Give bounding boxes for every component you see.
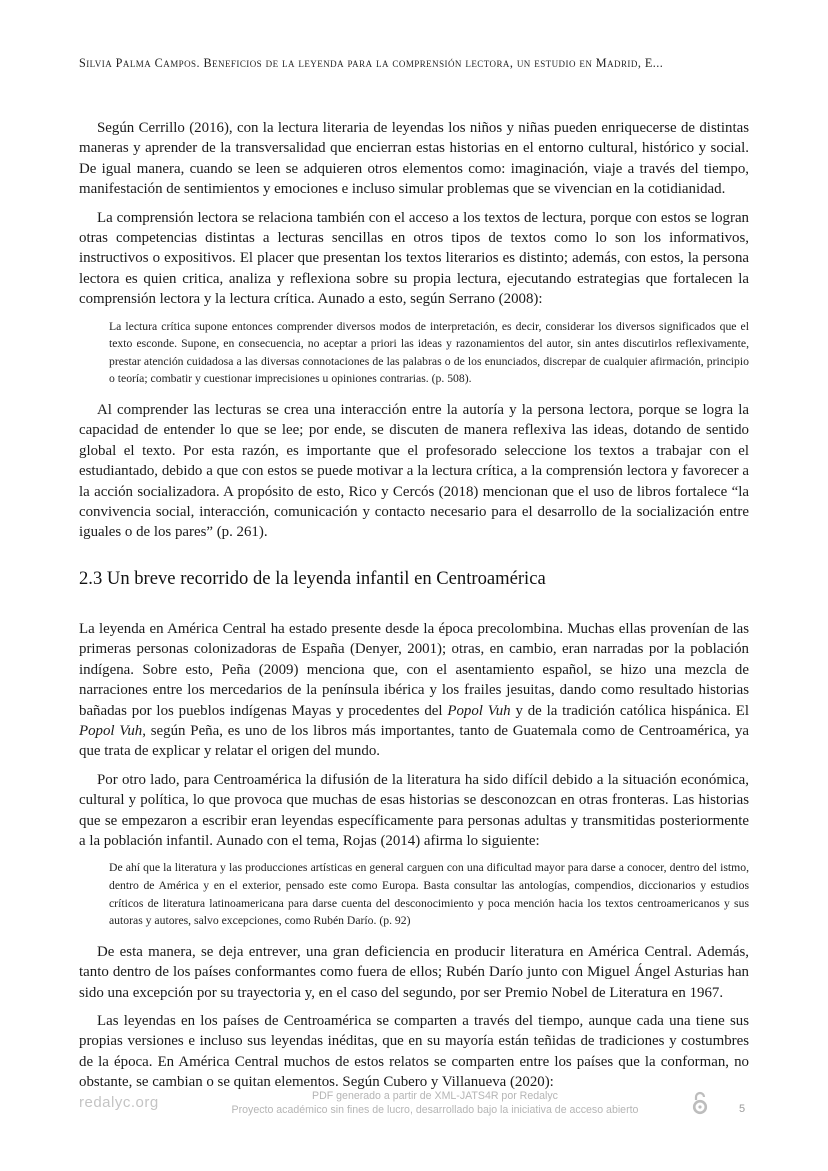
paragraph-7: Las leyendas en los países de Centroamérica se comparten a través del tiempo, aunque cada una tiene sus propias versiones e incluso sus leyendas inéditas, que en su mayoría están teñidas de tradiciones y costumbres de la época. En América Central muchos de estos relatos se comparten entre los países que la conforman, no obstante, se cambian o se quitan elementos. Según Cubero y Villanueva (2020):: [79, 1012, 749, 1091]
redalyc-logo[interactable]: redalyc.org: [79, 1094, 159, 1111]
section-heading: 2.3 Un breve recorrido de la leyenda infantil en Centroamérica: [79, 567, 546, 589]
book-title-popol-vuh-2: Popol Vuh: [79, 722, 143, 739]
block-quote-rojas: De ahí que la literatura y las producciones artísticas en general carguen con una dificultad mayor para darse a conocer, dentro del istmo, dentro de América y en el exterior, pensado este como Europa. Basta consultar las antologías, compendios, diccionarios y estudios críticos de literatura latinoamericana para darse cuenta del desconocimiento y poca mención hacia los textos centroamericanos y sus autoras y autores, salvo excepciones, como Rubén Darío. (p. 92): [109, 861, 749, 928]
paragraph-4-text-a: La leyenda en América Central ha estado presente desde la época precolombina. Muchas ellas provenían de las primeras personas colonizadoras de España (Denyer, 2001); otras, en cambio, eran narradas por la población indígena. Sobre esto, Peña (2009) menciona que, con el asentamiento español, se hizo una mezcla de narraciones entre los mercedarios de la península ibérica y los frailes jesuitas, dando como resultado historias bañadas por los pueblos indígenas Mayas y procedentes del: [79, 620, 749, 719]
paragraph-4-text-b: y de la tradición católica hispánica. El: [510, 702, 749, 719]
open-access-icon: [692, 1090, 708, 1116]
block-quote-serrano: La lectura crítica supone entonces comprender diversos modos de interpretación, es decir, considerar los diversos significados que el texto esconde. Supone, en consecuencia, no aceptar a priori las ideas y razonamientos del autor, sin antes discutirlos reflexivamente, prestar atención cuidadosa a las diversas connotaciones de las palabras o de los enunciados, discrepar de cualquier afirmación, principio o teoría; combatir y cuestionar imprecisiones u opiniones contrarias. (p. 508).: [109, 319, 749, 386]
running-header: Silvia Palma Campos. Beneficios de la leyenda para la comprensión lectora, un estudio en Madrid, E...: [79, 56, 664, 70]
paragraph-3: Al comprender las lecturas se crea una interacción entre la autoría y la persona lectora, porque se logra la capacidad de entender lo que se lee; por ende, se discuten de manera reflexiva las ideas, dotando de sentido global el texto. Por esta razón, es importante que el profesorado seleccione los textos a trabajar con el estudiantado, debido a que con estos se puede motivar a la lectura crítica, a la comprensión lectora y favorecer a la acción socializadora. A propósito de esto, Rico y Cercós (2018) mencionan que el uso de libros fortalece “la convivencia social, interacción, comunicación y contacto necesario para el desarrollo de la socialización entre iguales o de los pares” (p. 261).: [79, 402, 749, 541]
paragraph-6: De esta manera, se deja entrever, una gran deficiencia en producir literatura en América Central. Además, tanto dentro de los países conformantes como fuera de ellos; Rubén Darío junto con Miguel Ángel Asturias han sido una excepción por su trayectoria y, en el caso del segundo, por ser Premio Nobel de Literatura en 1967.: [79, 943, 749, 1001]
paragraph-4: [79, 619, 749, 762]
footer-line-2: Proyecto académico sin fines de lucro, desarrollado bajo la iniciativa de acceso abierto: [231, 1103, 639, 1116]
paragraph-4-text-c: , según Peña, es uno de los libros más importantes, tanto de Guatemala como de Centroamérica, ya que trata de explicar y relatar el origen del mundo.: [79, 722, 749, 760]
article-body: [79, 118, 749, 1101]
paragraph-5: Por otro lado, para Centroamérica la difusión de la literatura ha sido difícil debido a la situación económica, cultural y política, lo que provoca que muchas de esas historias se desconozcan en otras fronteras. Las historias que se empezaron a escribir eran leyendas específicamente para personas adultas y transmitidas posteriormente a la población infantil. Aunado con el tema, Rojas (2014) afirma lo siguiente:: [79, 771, 749, 849]
page-number: 5: [739, 1103, 746, 1115]
footer-notice: [200, 1090, 670, 1117]
book-title-popol-vuh: Popol Vuh: [447, 702, 511, 719]
paragraph-2: La comprensión lectora se relaciona también con el acceso a los textos de lectura, porque con estos se logran otras competencias distintas a lecturas sencillas en otros tipos de textos como lo son los informativos, instructivos o expositivos. El placer que presentan los textos literarios es distinto; además, con estos, la persona lectora es quien critica, analiza y reflexiona sobre su propia lectura, ejecutando estrategias que fortalecen la comprensión lectora y la lectura crítica. Aunado a esto, según Serrano (2008):: [79, 209, 749, 308]
paragraph-1: Según Cerrillo (2016), con la lectura literaria de leyendas los niños y niñas pueden enriquecerse de distintas maneras y aprender de la transversalidad que encierran estas historias en el entorno cultural, histórico y social. De igual manera, cuando se leen se adquieren otros elementos como: imaginación, viaje a través del tiempo, manifestación de sentimientos y emociones e incluso simular problemas que se vivencian en la cotidianidad.: [79, 120, 749, 198]
footer-line-1: PDF generado a partir de XML-JATS4R por Redalyc: [312, 1090, 558, 1102]
